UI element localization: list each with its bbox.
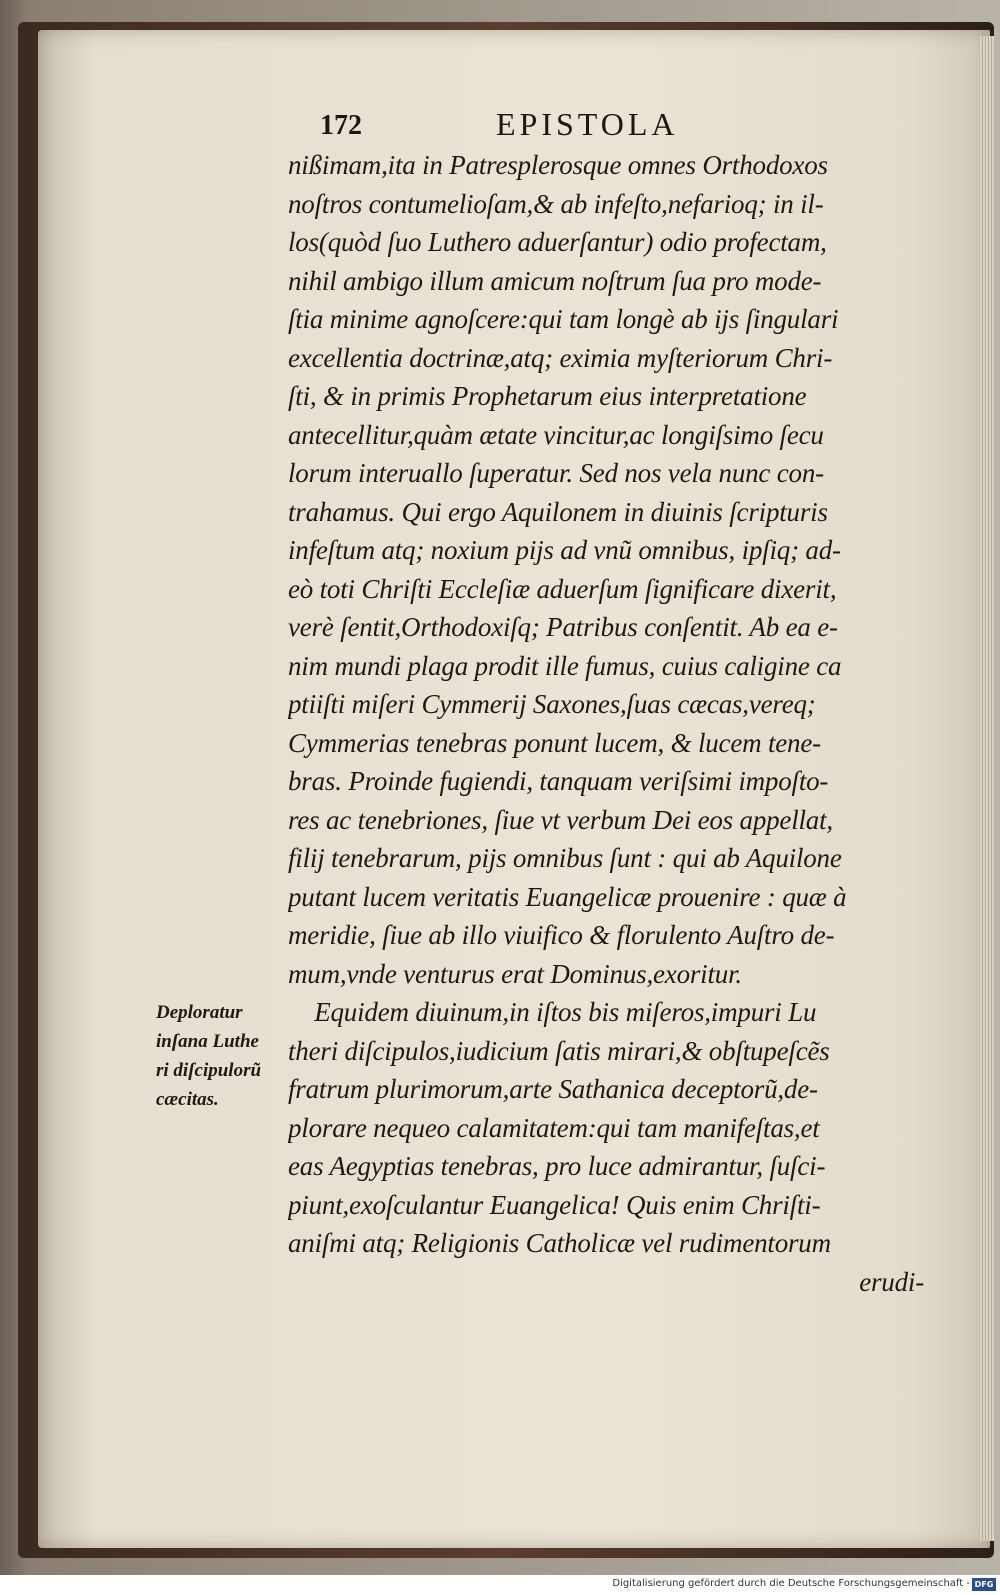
footer-credit: Digitalisierung gefördert durch die Deutsche Forschungsgemeinschaft - [612,1578,970,1589]
text-line: piunt,exoſculantur Euangelica! Quis enim Chriſti- [288,1189,821,1220]
text-line: trahamus. Qui ergo Aquilonem in diuinis ſcripturis [288,496,828,527]
text-line: noſtros contumelioſam,& ab infeſto,nefarioq; in il- [288,188,824,219]
text-line: aniſmi atq; Religionis Catholicæ vel rudimentorum [288,1228,831,1258]
text-line: infeſtum atq; noxium pijs ad vnũ omnibus, ipſiq; ad- [288,535,841,565]
marginal-note-line: cæcitas. [156,1089,219,1110]
text-line: plorare nequeo calamitatem:qui tam manifeſtas,et [288,1112,820,1143]
text-line: filij tenebrarum, pijs omnibus ſunt : qui ab Aquilone [288,843,842,873]
page-number: 172 [320,110,362,141]
text-line: Equidem diuinum,in iſtos bis miſeros,impuri Lu [288,997,817,1027]
marginal-note-line: inſana Luthe [156,1031,259,1052]
text-line: eò toti Chriſti Eccleſiæ aduerſum ſignificare dixerit, [288,573,837,604]
text-line: lorum interuallo ſuperatur. Sed nos vela nunc con- [288,458,824,488]
text-line: verè ſentit,Orthodoxiſq; Patribus conſentit. Ab ea e- [288,612,838,642]
text-line: ſti, & in primis Prophetarum eius interpretatione [288,381,807,411]
text-line: meridie, ſiue ab illo viuifico & florulento Auſtro de- [288,920,835,950]
running-head-title: EPISTOLA [496,106,679,142]
marginal-note [156,998,296,1114]
marginal-note-line: ri diſcipulorũ [156,1060,262,1081]
text-line: nihil ambigo illum amicum noſtrum ſua pro mode- [288,265,822,296]
text-line: ſtia minime agnoſcere:qui tam longè ab ijs ſingulari [288,304,839,334]
text-line: nim mundi plaga prodit ille fumus, cuius caligine ca [288,650,842,681]
text-line: antecellitur,quàm ætate vincitur,ac longiſsimo ſecu [288,419,824,450]
text-line: theri diſcipulos,iudicium ſatis mirari,& obſtupeſcẽs [288,1035,830,1066]
text-line: ptiiſti miſeri Cymmerij Saxones,ſuas cæcas,vereq; [288,689,816,719]
text-line: eas Aegyptias tenebras, pro luce admirantur, ſuſci- [288,1151,826,1181]
text-line: fratrum plurimorum,arte Sathanica deceptorũ,de- [288,1074,818,1104]
text-line: Cymmerias tenebras ponunt lucem, & lucem tene- [288,727,821,758]
text-line: mum,vnde venturus erat Dominus,exoritur. [288,958,742,989]
marginal-note-line: Deploratur [156,1002,243,1023]
text-line: bras. Proinde fugiendi, tanquam veriſsimi impoſto- [288,766,829,796]
main-text-block [288,146,930,1301]
text-line: los(quòd ſuo Luthero aduerſantur) odio profectam, [288,227,827,257]
text-line: putant lucem veritatis Euangelicæ prouenire : quæ à [288,881,847,912]
text-line: nißimam,ita in Patresplerosque omnes Orthodoxos [288,150,828,180]
running-head [320,106,700,146]
dfg-logo-icon: DFG [972,1578,996,1591]
text-line: res ac tenebriones, ſiue vt verbum Dei eos appellat, [288,804,833,835]
text-line: excellentia doctrinæ,atq; eximia myſteriorum Chri- [288,342,833,373]
catchword: erudi- [859,1266,924,1297]
page-edges [980,36,994,1541]
footer-bar [0,1575,1000,1595]
